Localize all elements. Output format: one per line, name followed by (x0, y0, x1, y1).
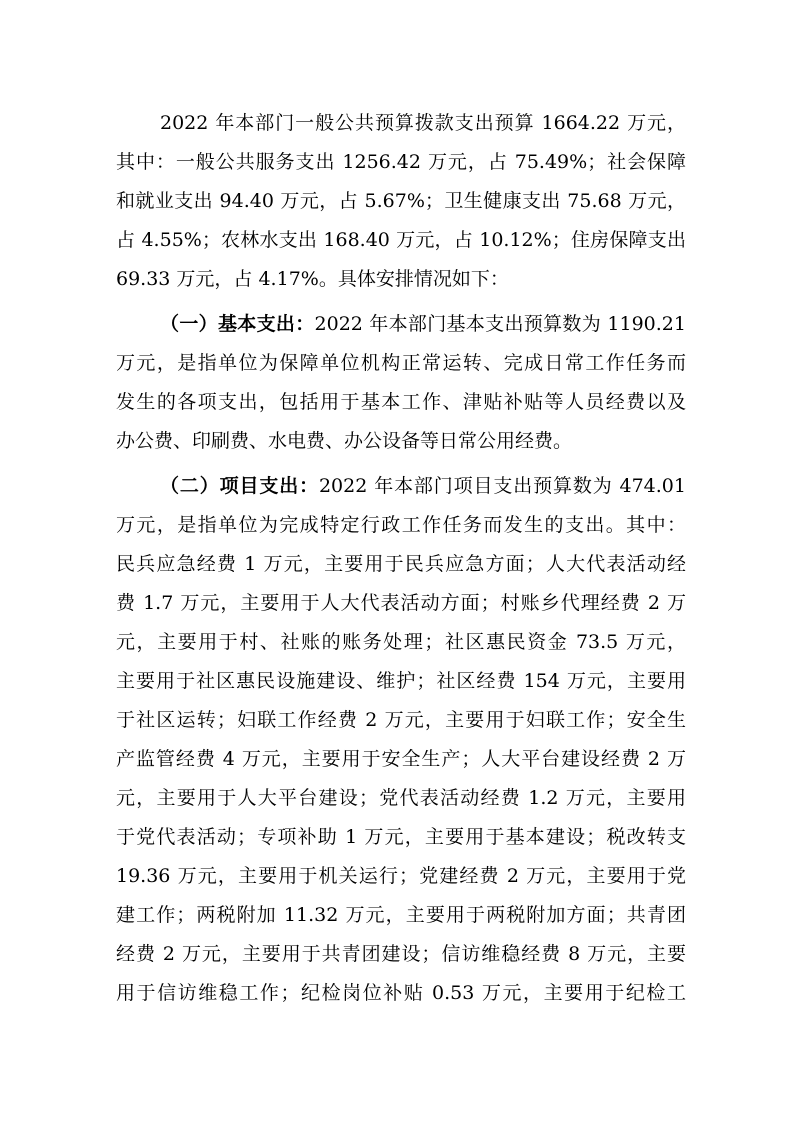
text-line: 19.36 万元，主要用于机关运行；党建经费 2 万元，主要用于党 (116, 865, 686, 887)
section-heading-basic: （一）基本支出： (160, 313, 315, 335)
text-line: 办公费、印刷费、水电费、办公设备等日常公用经费。 (116, 430, 573, 452)
text-line: 万元，是指单位为完成特定行政工作任务而发生的支出。其中： (116, 514, 686, 536)
text-line: 69.33 万元，占 4.17%。具体安排情况如下： (116, 268, 509, 290)
section-heading-project: （二）项目支出： (160, 475, 319, 497)
text-line: 经费 2 万元，主要用于共青团建设；信访维稳经费 8 万元，主要 (116, 943, 686, 965)
text-line (160, 469, 686, 503)
text-line: 万元，是指单位为保障单位机构正常运转、完成日常工作任务而 (116, 352, 686, 374)
text-line: 建工作；两税附加 11.32 万元，主要用于两税附加方面；共青团 (116, 904, 686, 926)
text-fragment: 2022 年本部门基本支出预算数为 1190.21 (314, 313, 686, 335)
text-line: 费 1.7 万元，主要用于人大代表活动方面；村账乡代理经费 2 万 (116, 592, 686, 614)
text-line: 用于信访维稳工作；纪检岗位补贴 0.53 万元，主要用于纪检工 (116, 982, 686, 1004)
text-fragment: 2022 年本部门项目支出预算数为 474.01 (318, 475, 686, 497)
text-line: 主要用于社区惠民设施建设、维护；社区经费 154 万元，主要用 (116, 670, 686, 692)
text-line: 占 4.55%；农林水支出 168.40 万元，占 10.12%；住房保障支出 (116, 229, 686, 251)
text-line: 产监管经费 4 万元，主要用于安全生产；人大平台建设经费 2 万 (116, 748, 686, 770)
text-line: 其中：一般公共服务支出 1256.42 万元，占 75.49%；社会保障 (116, 151, 686, 173)
text-line: 民兵应急经费 1 万元，主要用于民兵应急方面；人大代表活动经 (116, 553, 686, 575)
text-line: 2022 年本部门一般公共预算拨款支出预算 1664.22 万元， (160, 112, 686, 134)
text-line: 于社区运转；妇联工作经费 2 万元，主要用于妇联工作；安全生 (116, 709, 686, 731)
text-line: 元，主要用于村、社账的账务处理；社区惠民资金 73.5 万元， (116, 631, 686, 653)
text-line: 发生的各项支出，包括用于基本工作、津贴补贴等人员经费以及 (116, 391, 686, 413)
text-line: 和就业支出 94.40 万元，占 5.67%；卫生健康支出 75.68 万元， (116, 190, 686, 212)
text-line (160, 307, 686, 341)
text-line: 元，主要用于人大平台建设；党代表活动经费 1.2 万元，主要用 (116, 787, 686, 809)
text-line: 于党代表活动；专项补助 1 万元，主要用于基本建设；税改转支 (116, 826, 686, 848)
